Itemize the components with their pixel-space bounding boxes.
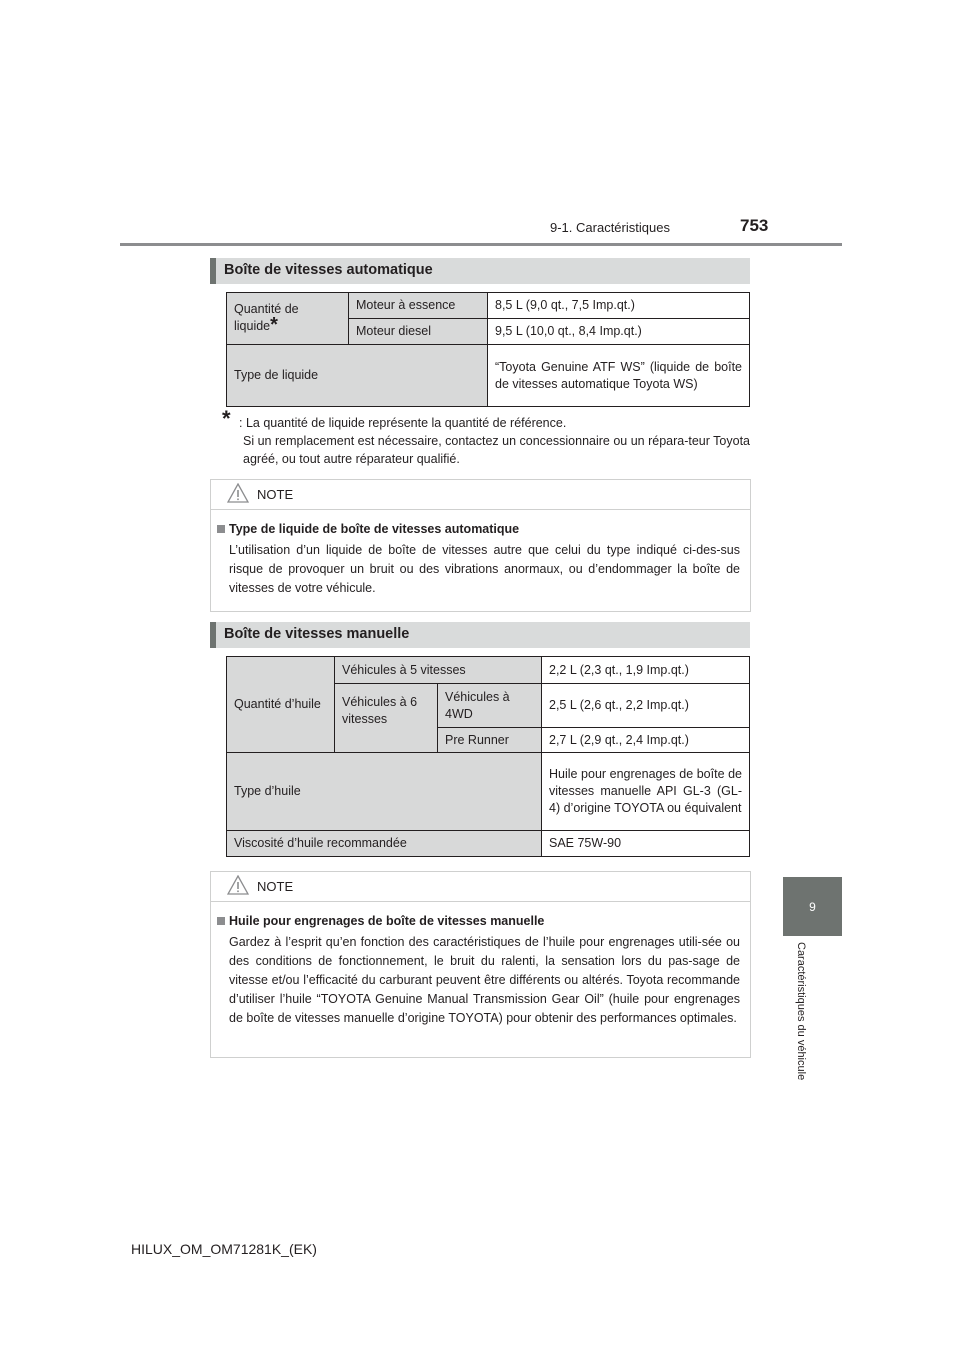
note-body [211,510,750,598]
oil-type-value: Huile pour engrenages de boîte de vitesses manuelle API GL-3 (GL-4) d’origine TOYOTA ou équivalent [542,753,750,831]
note-header [211,480,750,510]
chapter-tab [783,877,842,936]
quantity-label: Quantité de liquide [234,302,299,333]
section-heading-automatic [210,258,750,284]
note-item-title [229,520,740,539]
viscosity-value: SAE 75W-90 [542,831,750,857]
section-heading-manual [210,622,750,648]
footnote-line-1: : La quantité de liquide représente la quantité de référence. [239,416,567,430]
note-item-text: L’utilisation d’un liquide de boîte de vitesses autre que celui du type indiqué ci-des-sus risque de provoquer un bruit ou des vibrations anormaux, ou d’endommager la boîte de vitesses de votre véhicule. [229,543,740,595]
value-cell: 9,5 L (10,0 qt., 8,4 Imp.qt.) [488,319,750,345]
section-bar [210,622,216,648]
section-bar [210,258,216,284]
note-header [211,872,750,902]
note-item-title-text: Type de liquide de boîte de vitesses automatique [229,522,520,536]
note-item-title [229,912,740,931]
square-bullet-icon [217,525,225,533]
document-id: HILUX_OM_OM71281K_(EK) [131,1241,317,1257]
viscosity-label: Viscosité d’huile recommandée [227,831,542,857]
six-speed-label: Véhicules à 6 vitesses [335,684,438,753]
automatic-fluid-table [226,292,750,407]
section-title: Boîte de vitesses automatique [224,262,433,278]
note-title: NOTE [257,879,294,894]
fourwd-value: 2,5 L (2,6 qt., 2,2 Imp.qt.) [542,684,750,728]
prerunner-label: Pre Runner [438,728,542,753]
engine-cell: Moteur diesel [349,319,488,345]
quantity-asterisk: * [270,314,278,336]
fluid-type-label: Type de liquide [227,345,488,407]
five-speed-value: 2,2 L (2,3 qt., 1,9 Imp.qt.) [542,657,750,684]
note-title: NOTE [257,487,294,502]
quantity-label-cell [227,293,349,345]
footnote [222,406,751,468]
oil-type-label: Type d’huile [227,753,542,831]
oil-quantity-label: Quantité d’huile [227,657,335,753]
page-number: 753 [740,216,769,235]
footnote-line-2: Si un remplacement est nécessaire, contactez un concessionnaire ou un répara-teur Toyota agréé, ou tout autre réparateur qualifié. [243,434,751,466]
warning-icon [227,875,249,895]
manual-oil-table [226,656,750,857]
warning-icon [227,483,249,503]
square-bullet-icon [217,917,225,925]
prerunner-value: 2,7 L (2,9 qt., 2,4 Imp.qt.) [542,728,750,753]
engine-cell: Moteur à essence [349,293,488,319]
note-box-manual [210,871,751,1058]
note-item-text: Gardez à l’esprit qu’en fonction des caractéristiques de l’huile pour engrenages utili-sée ou des conditions de fonctionnement, le bruit du ralenti, la sensation lors du pas-sage de vitesse et/ou l’efficacité du carburant peuvent être différents ou altérés. Toyota recommande d’utiliser l’huile “TOYOTA Genuine Manual Transmission Gear Oil” (huile pour engrenages de boîte de vitesses manuelle d’origine TOYOTA) pour obtenir des performances optimales. [229,935,740,1025]
chapter-number: 9 [809,899,816,914]
note-body [211,902,750,1028]
value-cell: 8,5 L (9,0 qt., 7,5 Imp.qt.) [488,293,750,319]
section-title: Boîte de vitesses manuelle [224,626,410,642]
header-rule [120,243,842,246]
note-box-automatic [210,479,751,612]
fourwd-label: Véhicules à 4WD [438,684,542,728]
fluid-type-value: “Toyota Genuine ATF WS” (liquide de boîte de vitesses automatique Toyota WS) [488,345,750,407]
footnote-asterisk: * [222,406,231,431]
chapter-label: Caractéristiques du véhicule [795,942,807,1081]
header-section-title: 9-1. Caractéristiques [550,220,670,235]
five-speed-label: Véhicules à 5 vitesses [335,657,542,684]
note-item-title-text: Huile pour engrenages de boîte de vitesses manuelle [229,914,545,928]
